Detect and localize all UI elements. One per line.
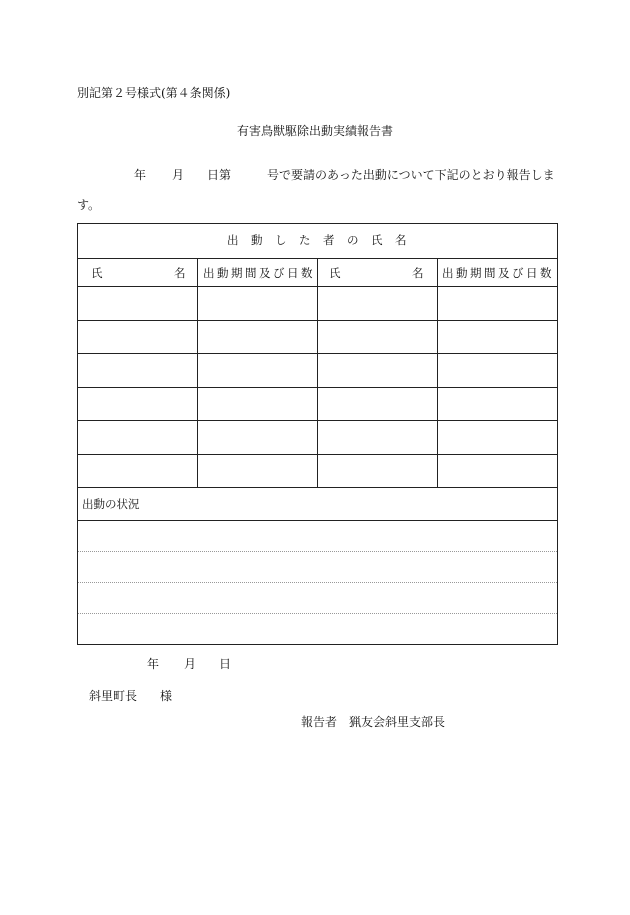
header-char: 出	[227, 233, 239, 247]
header-char: た	[299, 233, 311, 247]
status-section-label: 出動の状況	[82, 497, 140, 511]
status-dotted-line	[78, 613, 557, 614]
intro-line-2: す。	[77, 198, 101, 212]
column-divider	[197, 258, 198, 487]
date-day: 日	[219, 657, 232, 671]
column-divider	[437, 258, 438, 487]
reporter-name: 猟友会斜里支部長	[349, 715, 446, 729]
table-row	[78, 487, 557, 488]
header-char: し	[275, 233, 287, 247]
intro-day-number: 日第	[207, 168, 232, 182]
addressee-honorific: 様	[160, 689, 173, 703]
intro-month: 月	[172, 168, 185, 182]
status-rule	[78, 520, 557, 521]
reporter-label: 報告者	[301, 715, 338, 729]
table-row	[78, 387, 557, 388]
table-row	[78, 353, 557, 354]
header-char: 名	[395, 233, 407, 247]
header-char: 者	[323, 233, 335, 247]
header-char: 動	[251, 233, 263, 247]
table-row	[78, 420, 557, 421]
table-row	[78, 454, 557, 455]
document-title: 有害鳥獣駆除出動実績報告書	[236, 124, 393, 138]
form-number-label: 別記第２号様式(第４条関係)	[77, 86, 231, 100]
header-char: 氏	[371, 233, 383, 247]
table-row	[78, 286, 557, 287]
intro-year: 年	[134, 168, 147, 182]
date-month: 月	[184, 657, 197, 671]
intro-text: 号で要請のあった出動について下記のとおり報告しま	[267, 168, 555, 182]
status-dotted-line	[78, 582, 557, 583]
status-dotted-line	[78, 551, 557, 552]
column-divider	[317, 258, 318, 487]
date-year: 年	[147, 657, 160, 671]
table-row	[78, 320, 557, 321]
report-table: 出 動 し た 者 の 氏 名 氏 名 出 動 期 間 及 び 日 数 氏 名 出 動 期 間 及 び 日 数 出動の状況	[77, 223, 558, 645]
addressee: 斜里町長	[89, 689, 138, 703]
header-char: の	[347, 233, 359, 247]
